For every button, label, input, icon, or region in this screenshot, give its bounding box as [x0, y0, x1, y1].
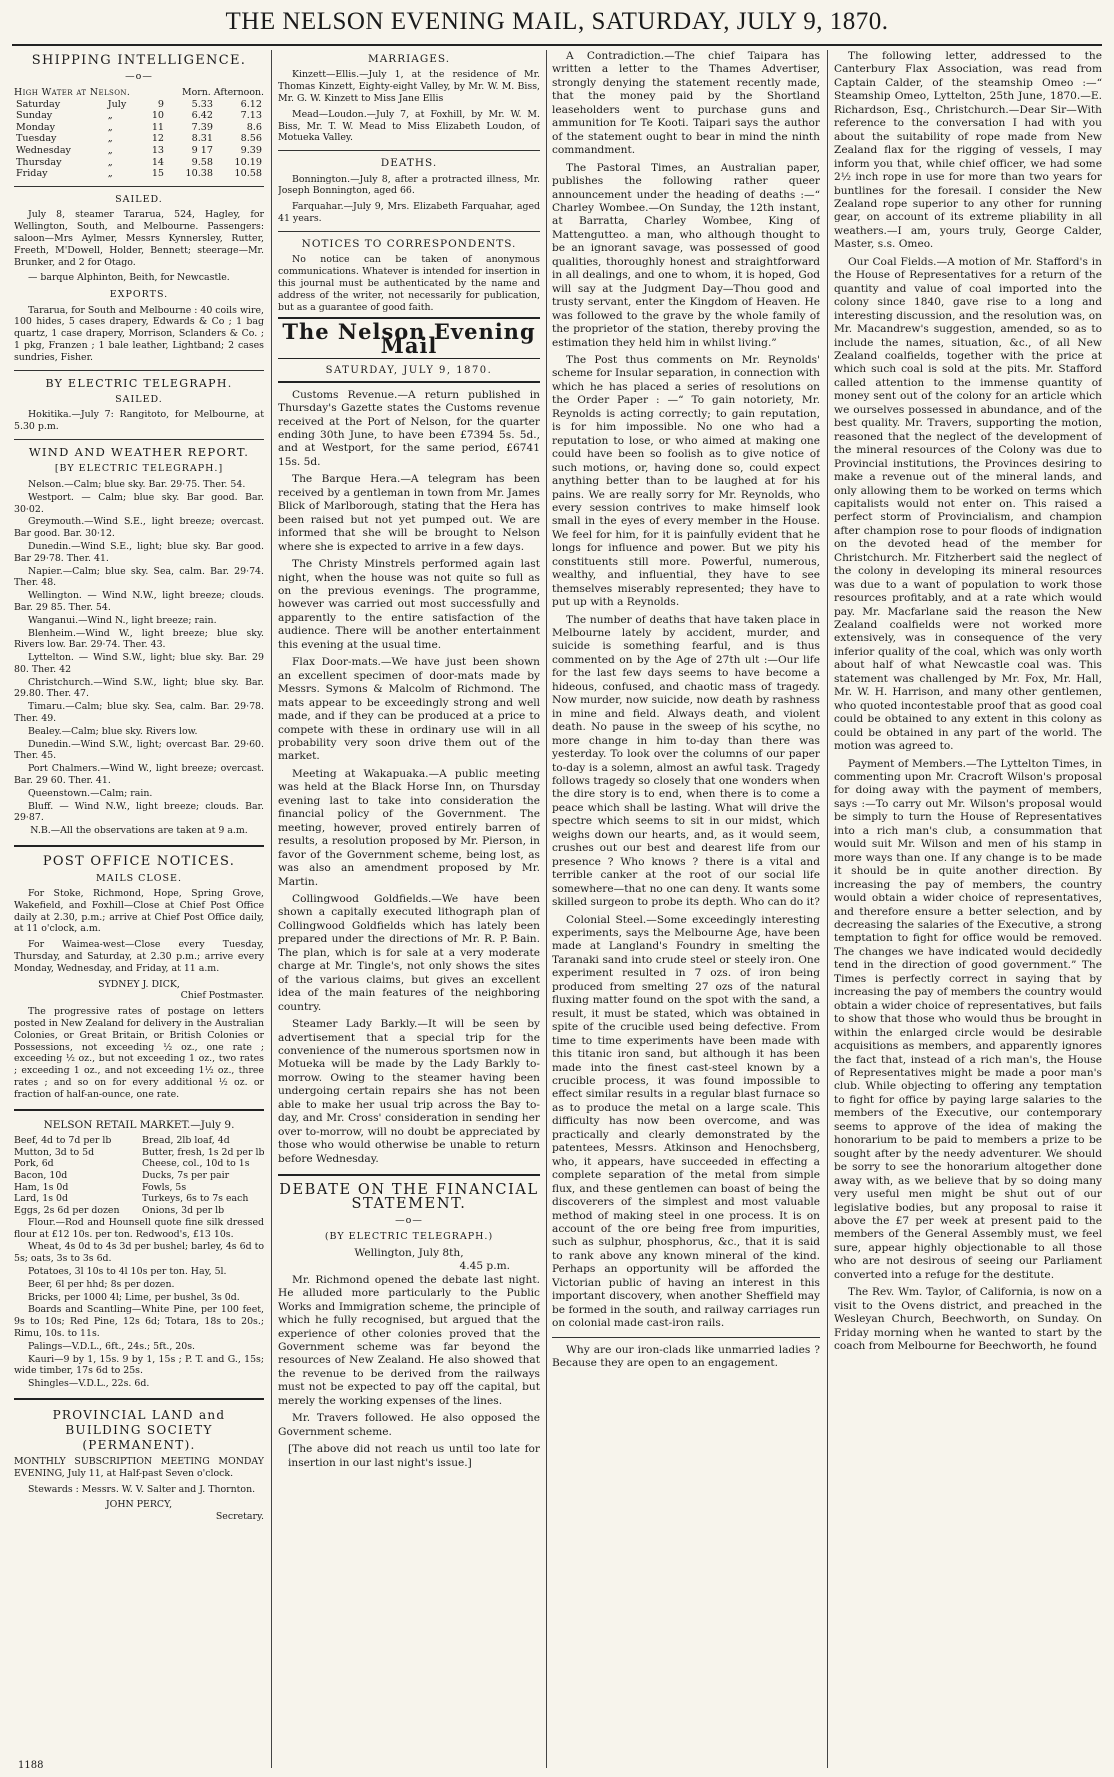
market-note: Kauri—9 by 1, 15s. 9 by 1, 15s ; P. T. and G., 15s; wide timber, 17s 6d to 25s.	[14, 1353, 264, 1377]
article-minstrels: The Christy Minstrels performed again last night, when the house was not quite so full as on the previous evenings. The programme, however was carried out most successfully and apparently to the entire satisfaction of the audience. There will be another entertainment this evening at the usual time.	[278, 558, 540, 651]
tide-cell-morn: 6.42	[191, 110, 213, 122]
tide-cell-month: „	[107, 133, 113, 145]
article-taylor: The Rev. Wm. Taylor, of California, is now on a visit to the Ovens district, and preached in the Wesleyan Church, Beechworth, on Sunday. On Friday morning when he wanted to start by the coach from Melbourne for Beechworth, he found	[834, 1286, 1102, 1353]
tide-cell-day: Saturday	[16, 98, 61, 110]
market-note: Beer, 6l per hhd; 8s per dozen.	[28, 1278, 175, 1290]
debate-note: [The above did not reach us until too late for insertion in our last night's issue.]	[288, 1443, 540, 1469]
divider	[14, 439, 264, 440]
secretary-title: Secretary.	[215, 1511, 264, 1523]
masthead-rule	[12, 44, 1102, 46]
mails-heading: MAILS CLOSE.	[95, 872, 182, 884]
sailed-entry: July 8, steamer Tararua, 524, Hagley, for Wellington, South, and Melbourne. Passengers: saloon—Mrs Aylmer, Messrs Kynnersley, Rutter, Freeth, M'Dowell, Holder, Bennett; steerage—Mr. Brunker, and 2 for Otago.	[14, 209, 264, 268]
divider	[14, 845, 264, 847]
weather-entry: Port Chalmers.—Wind W., light breeze; overcast. Bar. 29 60. Ther. 41.	[14, 763, 264, 787]
weather-entry: Wanganui.—Wind N., light breeze; rain.	[28, 614, 217, 626]
column-4	[834, 50, 1102, 1768]
column-divider	[827, 50, 828, 1768]
tide-label: High Water at Nelson.	[14, 86, 131, 98]
divider	[14, 370, 264, 371]
tide-cell-month: „	[107, 110, 113, 122]
market-note: Boards and Scantling—White Pine, per 100 feet, 9s to 10s; Red Pine, 12s 6d; Totara, 18s to 20s.; Rimu, 10s. to 11s.	[14, 1304, 264, 1340]
market-item: Cheese, col., 10d to 1s	[142, 1158, 250, 1170]
divider	[552, 1337, 820, 1338]
article-payment: Payment of Members.—The Lyttelton Times, in commenting upon Mr. Cracroft Wilson's proposal for doing away with the payment of members, says :—To carry out Mr. Wilson's proposal would be simply to turn the House of Representatives into a rich man's club, a consummation that would suit Mr. Wilson and men of his stamp in more ways than one. If any change is to be made it should be in quite another direction. By increasing the pay of members, the country would obtain a wider choice of representatives, and therefore ensure a better selection, and by decreasing the salaries of the Executive, a strong temptation to fight for office would be removed. The changes we have indicated would decidedly tend in the direction of good government.” The Times is perfectly correct in saying that by increasing the pay of members the country would obtain a wider choice of representatives, but fails to show that those who would thus be brought in within the enlarged circle would be desirable acquisitions as members, and apparently ignores the fact that, instead of a rich man's, the House of Representatives might be made a poor man's club. While objecting to offering any temptation to fight for office by paying large salaries to the members of the Executive, our contemporary seems to approve of the idea of making the honorarium to be paid to members a prize to be sought after by the needy adventurer. We should be sorry to see the honorarium altogether done away with, as we believe that by so doing many very useful men might be shut out of our legislative bodies, but any proposal to raise it above the £7 per week at present paid to the members of the General Assembly must, we feel sure, appear highly objectionable to all those who are not desirous of seeing our Parliament converted into a refuge for the destitute.	[834, 757, 1102, 1281]
debate-place: Wellington, July 8th,	[354, 1246, 464, 1259]
tide-cell-morn: 7.39	[191, 121, 213, 133]
market-item: Mutton, 3d to 5d	[14, 1146, 95, 1158]
tide-cell-aft: 8.6	[246, 121, 262, 133]
tide-cell-month: „	[107, 145, 113, 157]
sailed-entry: — barque Alphinton, Beith, for Newcastle.	[28, 272, 230, 284]
market-note: Potatoes, 3l 10s to 4l 10s per ton. Hay, 5l.	[28, 1266, 227, 1278]
divider	[278, 231, 540, 232]
market-note: Shingles—V.D.L., 22s. 6d.	[28, 1378, 150, 1390]
weather-subheading: [BY ELECTRIC TELEGRAPH.]	[54, 463, 224, 475]
tide-cell-day: Sunday	[16, 110, 53, 122]
postage-rates: The progressive rates of postage on letters posted in New Zealand for delivery in the Australian Colonies, or Great Britain, or British Colonies or Possessions, not exceeding ½ oz., one rate ; exceeding ½ oz., but not exceeding 1 oz., two rates ; exceeding 1 oz., and not exceeding 1½ oz., three rates ; and so on for every additional ½ oz. or fraction of half-an-ounce, one rate.	[14, 1006, 264, 1100]
folio-number: 1188	[18, 1760, 44, 1771]
tide-cell-date: 14	[151, 156, 165, 168]
weather-entry: Queenstown.—Calm; rain.	[28, 787, 153, 799]
tide-cell-day: Monday	[16, 121, 56, 133]
society-heading: PROVINCIAL LAND and BUILDING SOCIETY (PERMANENT).	[52, 1408, 226, 1453]
tide-cell-morn: 10.38	[185, 168, 213, 180]
death-entry: Bonnington.—July 8, after a protracted illness, Mr. Joseph Bonnington, aged 66.	[278, 173, 540, 197]
exports-text: Tararua, for South and Melbourne : 40 coils wire, 100 hides, 5 cases drapery, Edwards & Co ; 1 bag quartz, 1 case drapery, Morrison, Sclanders & Co. ; 1 pkg, Franzen ; 1 bale leather, Lightband; 2 cases sundries, Fisher.	[14, 304, 264, 363]
tide-cell-day: Tuesday	[16, 133, 57, 145]
divider	[14, 186, 264, 187]
mails-entry: For Waimea-west—Close every Tuesday, Thursday, and Saturday, at 2.30 p.m.; arrive every Monday, Wednesday, and Friday, at 11 a.m.	[14, 939, 264, 974]
marriage-entry: Kinzett—Ellis.—July 1, at the residence of Mr. Thomas Kinzett, Eighty-eight Valley, by Mr. W. M. Biss, Mr. G. W. Kinzett to Miss Jane Ellis	[278, 69, 540, 105]
market-note: Bricks, per 1000 4l; Lime, per bushel, 3s 0d.	[28, 1291, 240, 1303]
weather-entry: Greymouth.—Wind S.E., light breeze; overcast. Bar good. Bar. 30·12.	[14, 516, 264, 540]
divider	[14, 1109, 264, 1111]
market-item: Bread, 2lb loaf, 4d	[142, 1134, 230, 1146]
notices-text: No notice can be taken of anonymous communications. Whatever is intended for insertion in this journal must be authenticated by the name and address of the writer, not necessarily for publication, but as a guarantee of good faith.	[278, 254, 540, 313]
weather-entry: Dunedin.—Wind S.E., light; blue sky. Bar good. Bar 29·78. Ther. 41.	[14, 540, 264, 564]
publication-date: SATURDAY, JULY 9, 1870.	[278, 361, 540, 382]
post-office-heading: POST OFFICE NOTICES.	[42, 854, 236, 870]
postmaster-name: SYDNEY J. DICK,	[98, 978, 180, 990]
article-ironclads: Why are our iron-clads like unmarried ladies ? Because they are open to an engagement.	[552, 1343, 820, 1370]
tide-table	[14, 99, 264, 180]
notices-heading: NOTICES TO CORRESPONDENTS.	[301, 237, 517, 250]
article-barkly: Steamer Lady Barkly.—It will be seen by advertisement that a special trip for the convenience of the numerous sportsmen now in Motueka will be made by the Lady Barkly to-morrow. Owing to the steamer having been undergoing certain repairs she has not been able to make her usual trip across the Bay to-day, and Mr. Cross' consideration in sending her over to-morrow, will no doubt be appreciated by those who would otherwise be unable to return before Wednesday.	[278, 1018, 540, 1165]
tide-cell-date: 15	[151, 168, 165, 180]
postmaster-title: Chief Postmaster.	[180, 990, 264, 1002]
weather-entry: Blenheim.—Wind W., light breeze; blue sky. Rivers low. Bar. 29·74. Ther. 43.	[14, 627, 264, 651]
market-item: Beef, 4d to 7d per lb	[14, 1134, 112, 1146]
market-item: Turkeys, 6s to 7s each	[142, 1193, 249, 1205]
weather-entry: Lyttelton. — Wind S.W., light; blue sky. Bar. 29 80. Ther. 42	[14, 652, 264, 675]
telegraph-text: Hokitika.—July 7: Rangitoto, for Melbourne, at 5.30 p.m.	[14, 409, 264, 433]
tide-cell-month: „	[107, 121, 113, 133]
weather-entry: Wellington. — Wind N.W., light breeze; clouds. Bar. 29 85. Ther. 54.	[14, 590, 264, 613]
debate-time: 4.45 p.m.	[459, 1260, 510, 1273]
tide-cell-morn: 9 17	[191, 145, 213, 157]
tide-cell-morn: 5.33	[191, 98, 213, 110]
article-pastoral: The Pastoral Times, an Australian paper, publishes the following rather queer announcement under the heading of deaths :—“ Charley Wombee.—On Sunday, the 12th instant, at Barratta, Charley Wombee, King of Mattengutteo. a man, who although thought to be an ignorant savage, was possessed of good qualities, thoroughly honest and straightforward in all dealings, and one to whom, it is hoped, God will say at the Judgment Day—Thou good and trusty servant, enter the Kingdom of Heaven. He was followed to the grave by the whole family of the proprietor of the station, thereby proving the estimation they held him in whilst living.”	[552, 161, 820, 349]
market-note: Wheat, 4s 0d to 4s 3d per bushel; barley, 4s 6d to 5s; oats, 3s to 3s 6d.	[14, 1241, 264, 1265]
debate-heading: DEBATE ON THE FINANCIAL STATEMENT.	[279, 1182, 539, 1212]
tide-row	[14, 110, 264, 122]
market-note: Palings—V.D.L., 6ft., 24s.; 5ft., 20s.	[28, 1340, 195, 1352]
society-text: MONTHLY SUBSCRIPTION MEETING MONDAY EVENING, July 11, at Half-past Seven o'clock.	[14, 1456, 264, 1479]
market-notes	[14, 1217, 264, 1390]
telegraph-sailed-heading: SAILED.	[115, 393, 163, 405]
tide-cell-date: 10	[151, 110, 165, 122]
tide-cell-morn: 9.58	[191, 156, 213, 168]
weather-list	[14, 479, 264, 824]
market-item: Pork, 6d	[14, 1158, 54, 1170]
market-item: Ducks, 7s per pair	[142, 1170, 230, 1182]
tide-cell-aft: 7.13	[240, 110, 262, 122]
marriages-heading: MARRIAGES.	[367, 53, 451, 65]
telegraph-heading: BY ELECTRIC TELEGRAPH.	[45, 376, 233, 390]
market-item: Onions, 3d per lb	[142, 1205, 225, 1217]
column-1	[14, 50, 264, 1768]
market-item: Eggs, 2s 6d per dozen	[14, 1205, 120, 1217]
article-customs: Customs Revenue.—A return published in Thursday's Gazette states the Customs revenue received at the Port of Nelson, for the quarter ending 30th June, to have been £7394 5s. 5d., and at Westport, for the same period, £6741 15s. 5d.	[278, 388, 540, 468]
tide-cell-date: 13	[151, 145, 165, 157]
divider	[278, 1174, 540, 1176]
weather-heading: WIND AND WEATHER REPORT.	[28, 445, 250, 460]
tide-cell-aft: 10.19	[234, 156, 262, 168]
column-2	[278, 50, 540, 1768]
tide-cell-date: 12	[151, 133, 165, 145]
article-melbourne: The number of deaths that have taken place in Melbourne lately by accident, murder, and suicide is something fearful, and is thus commented on by the Age of 27th ult :—Our life for the last few days seems to have become a hideous, confused, and chaotic mass of tragedy. Now murder, now suicide, now death by rashness in mine and field. Always death, and violent death. No pause in the sweep of his scythe, no more change in him to-day than there was yesterday. To look over the columns of our paper to-day is a solemn, almost an awful task. Tragedy follows tragedy so closely that one wonders when the dire story is to end, when there is to come a peace which shall be lasting. What will drive the spectre which seems to sit in our midst, which weighs down our hearts, and, as it would seem, crushes out our best and dearest life from our presence ? Who knows ? there is a vital and terrible canker at the root of our social life somewhere—that no one can deny. It wants some skilled surgeon to probe its depth. Who can do it?	[552, 613, 820, 909]
article-steel: Colonial Steel.—Some exceedingly interesting experiments, says the Melbourne Age, have been made at Langland's Foundry in smelting the Taranaki sand into crude steel or steely iron. One experiment resulted in 7 ozs. of iron being produced from smelting 27 ozs of the natural fluxing matter found on the spot with the sand, a result, it must be stated, which was obtained in spite of the crucible used being defective. From time to time experiments have been made with this titanic iron sand, but although it has been made into the finest cast-steel known by a crucible process, it was found impossible to effect similar results in a regular blast furnace so as to produce the metal on a large scale. This difficulty has now been overcome, and was practically and clearly demonstrated by the patentees, Messrs. Atkinson and Henochsberg, who, it appears, have succeeded in effecting a complete separation of the metal from simple flux, and these gentlemen can boast of being the discoverers of the simplest and most valuable method of making steel in one process. It is on account of the ore being free from impurities, such as sulphur, phosphorus, &c., that it is said to rank above any known mineral of the kind. Perhaps an opportunity will be afforded the Victorian public of having an interest in this important discovery, when another Sheffield may be formed in the south, and railway carriages run on colonial made cast-iron rails.	[552, 913, 820, 1330]
market-item: Bacon, 10d	[14, 1170, 68, 1182]
ornament: —o—	[125, 71, 153, 83]
debate-text: Mr. Richmond opened the debate last night. He alluded more particularly to the Public Works and Immigration scheme, the principle of which he fully recognised, but argued that the experience of other colonies proved that the Government scheme was far beyond the resources of New Zealand. He also showed that the revenue to be derived from the railways must not be expected to pay off the capital, but merely the working expenses of the lines.	[278, 1273, 540, 1407]
weather-entry: Christchurch.—Wind S.W., light; blue sky. Bar. 29.80. Ther. 47.	[14, 676, 264, 700]
mails-entry: For Stoke, Richmond, Hope, Spring Grove, Wakefield, and Foxhill—Close at Chief Post Office daily at 2.30, p.m.; arrive at Chief Post Office daily, at 11 o'clock, a.m.	[14, 887, 264, 935]
article-collingwood: Collingwood Goldfields.—We have been shown a capitally executed lithograph plan of Collingwood Goldfields which has lately been prepared under the directions of Mr. R. P. Bain. The plan, which is for sale at a very moderate charge at Mr. Tingle's, not only shows the sites of the various claims, but gives an excellent idea of the main features of the neighboring country.	[278, 892, 540, 1013]
deaths-heading: DEATHS.	[380, 157, 438, 170]
tide-row	[14, 122, 264, 134]
masthead: THE NELSON EVENING MAIL, SATURDAY, JULY 9, 1870.	[225, 8, 889, 35]
weather-entry: Timaru.—Calm; blue sky. Sea, calm. Bar. 29·78. Ther. 49.	[14, 701, 264, 725]
tide-row	[14, 133, 264, 145]
article-wakapuaka: Meeting at Wakapuaka.—A public meeting was held at the Black Horse Inn, on Thursday evening last to take into consideration the financial policy of the Government. The meeting, however, proved entirely barren of results, a resolution proposed by Mr. Pierson, in favor of the Government scheme, being lost, as was also an amendment proposed by Mr. Martin.	[278, 767, 540, 888]
ornament: —o—	[395, 1214, 423, 1226]
debate-text: Mr. Travers followed. He also opposed the Government scheme.	[278, 1412, 540, 1438]
sailed-heading: SAILED.	[115, 193, 163, 205]
tide-cell-date: 9	[157, 98, 165, 110]
column-divider	[546, 50, 547, 1768]
article-hera: The Barque Hera.—A telegram has been received by a gentleman in town from Mr. James Blick of Marlborough, stating that the Hera has been raised but not yet pumped out. We are informed that she will be brought to Nelson where she is expected to arrive in a few days.	[278, 473, 540, 553]
tide-cell-aft: 6.12	[240, 98, 262, 110]
article-flax-letter: The following letter, addressed to the Canterbury Flax Association, was read from Captain Calder, of the steamship Omeo :—“ Steamship Omeo, Lyttelton, 25th June, 1870.—E. Richardson, Esq., Christchurch.—Dear Sir—With reference to the conversation I had with you about the suitability of rope made from New Zealand flax for the rigging of vessels, I may inform you that, while chief officer, we had some 2½ inch rope in use for more than two years for buntlines for the foresail. I consider the New Zealand rope superior to any other for running gear, on account of its extreme pliability in all weathers.—I am, yours truly, George Calder, Master, s.s. Omeo.	[834, 50, 1102, 251]
secretary-name: JOHN PERCY,	[105, 1499, 173, 1511]
exports-heading: EXPORTS.	[109, 289, 169, 301]
tide-cell-aft: 8.56	[240, 133, 262, 145]
tide-cell-day: Friday	[16, 168, 48, 180]
market-heading: NELSON RETAIL MARKET.—July 9.	[43, 1118, 235, 1131]
tide-cell-aft: 10.58	[234, 168, 262, 180]
weather-entry: Bluff. — Wind N.W., light breeze; clouds. Bar. 29·87.	[14, 800, 264, 824]
column-divider	[271, 50, 272, 1768]
weather-entry: Bealey.—Calm; blue sky. Rivers low.	[28, 725, 198, 737]
tide-columns: Morn. Afternoon.	[182, 86, 264, 98]
article-contradiction: A Contradiction.—The chief Taipara has written a letter to the Thames Advertiser, strongly denying the statement recently made, that the money paid by the Shortland leaseholders went to purchase guns and ammunition for Te Kooti. Taipari says the author of the statement ought to bear in mind the ninth commandment.	[552, 50, 820, 157]
tide-row	[14, 157, 264, 169]
tide-cell-day: Thursday	[16, 156, 62, 168]
tide-cell-month: July	[107, 98, 127, 110]
divider	[278, 150, 540, 151]
weather-entry: Westport. — Calm; blue sky. Bar good. Bar. 30·02.	[14, 491, 264, 515]
tide-cell-aft: 9.39	[240, 145, 262, 157]
tide-cell-morn: 8.31	[191, 133, 213, 145]
tide-cell-day: Wednesday	[16, 145, 71, 157]
shipping-heading: SHIPPING INTELLIGENCE.	[31, 53, 247, 68]
tide-cell-month: „	[107, 168, 113, 180]
tide-row	[14, 168, 264, 180]
divider	[14, 1398, 264, 1400]
market-item: Fowls, 5s	[142, 1181, 187, 1193]
marriage-entry: Mead—Loudon.—July 7, at Foxhill, by Mr. W. M. Biss, Mr. T. W. Mead to Miss Elizabeth Loudon, of Motueka Valley.	[278, 108, 540, 144]
tide-cell-month: „	[107, 156, 113, 168]
society-stewards: Stewards : Messrs. W. V. Salter and J. Thornton.	[28, 1483, 256, 1495]
article-coal: Our Coal Fields.—A motion of Mr. Stafford's in the House of Representatives for a return of the quantity and value of coal imported into the colony since 1840, gave rise to a long and interesting discussion, and the resolution was, on Mr. Macandrew's suggestion, amended, so as to include the names, situation, &c., of all New Zealand coalfields, together with the price at which such coal is sold at the pits. Mr. Stafford called attention to the immense quantity of money sent out of the colony for an article which we ourselves possessed in abundance, and of the best quality. Mr. Travers, supporting the motion, reasoned that the neglect of the development of the mineral resources of the Colony was due to Provincial institutions, the Provinces desiring to make a revenue out of the mineral lands, and only allowing them to be worked on terms which capitalists would not enter on. This raised a perfect storm of Provincialism, and champion after champion rose to pour floods of indignation on the devoted head of the member for Christchurch. Mr. Fitzherbert said the neglect of the colony in developing its mineral resources was due to a want of population to work those resources profitably, and at a rate which would pay. Mr. Macfarlane said the reason the New Zealand coalfields were not worked more extensively, was in consequence of the very inferior quality of the coal, which was only worth about half of what Newcastle coal was. This statement was challenged by Mr. Fox, Mr. Hall, Mr. W. H. Harrison, and many other gentlemen, who quoted incontestable proof that as good coal could be obtained to any extent in this colony as could be obtained in any part of the world. The motion was agreed to.	[834, 255, 1102, 753]
weather-note: N.B.—All the observations are taken at 9 a.m.	[30, 825, 248, 837]
article-doormats: Flax Door-mats.—We have just been shown an excellent specimen of door-mats made by Messrs. Symons & Malcolm of Richmond. The mats appear to be exceedingly strong and well made, and if they can be produced at a price to compete with these in ordinary use will in all probability very soon drive them out of the market.	[278, 656, 540, 763]
market-item: Butter, fresh, 1s 2d per lb	[142, 1146, 264, 1158]
weather-entry: Napier.—Calm; blue sky. Sea, calm. Bar. 29·74. Ther. 48.	[14, 565, 264, 589]
death-entry: Farquahar.—July 9, Mrs. Elizabeth Farquahar, aged 41 years.	[278, 201, 540, 225]
market-grid	[14, 1135, 264, 1217]
tide-cell-date: 11	[151, 121, 165, 133]
market-note: Flour.—Rod and Hounsell quote fine silk dressed flour at £12 10s. per ton. Redwood's, £13 10s.	[14, 1216, 264, 1240]
tide-row	[14, 99, 264, 111]
tide-row	[14, 145, 264, 157]
newspaper-title: The Nelson Evening Mail	[278, 317, 540, 359]
tide-header	[14, 87, 264, 99]
weather-entry: Dunedin.—Wind S.W., light; overcast Bar. 29·60. Ther. 45.	[14, 738, 264, 762]
column-3	[552, 50, 820, 1768]
weather-entry: Nelson.—Calm; blue sky. Bar. 29·75. Ther. 54.	[28, 478, 246, 490]
article-reynolds: The Post thus comments on Mr. Reynolds' scheme for Insular separation, in connection with which he has placed a series of resolutions on the Order Paper : —“ To gain notoriety, Mr. Reynolds is acting correctly; to gain reputation, is for him impossible. No one who had a reputation to lose, or who aimed at making one could have been so foolish as to give notice of such motions, or, having done so, could expect anything better than to be laughed at for his pains. We are really sorry for Mr. Reynolds, who every session contrives to make himself look small in the eyes of every member in the House. We feel for him, for it is painfully evident that he longs for influence and power. But we pity his constituents still more. Powerful, numerous, wealthy, and influential, they have to see themselves miserably represented; they have to put up with a Reynolds.	[552, 353, 820, 609]
market-item: Ham, 1s 0d	[14, 1181, 69, 1193]
debate-subheading: (BY ELECTRIC TELEGRAPH.)	[324, 1231, 494, 1243]
market-item: Lard, 1s 0d	[14, 1193, 68, 1205]
